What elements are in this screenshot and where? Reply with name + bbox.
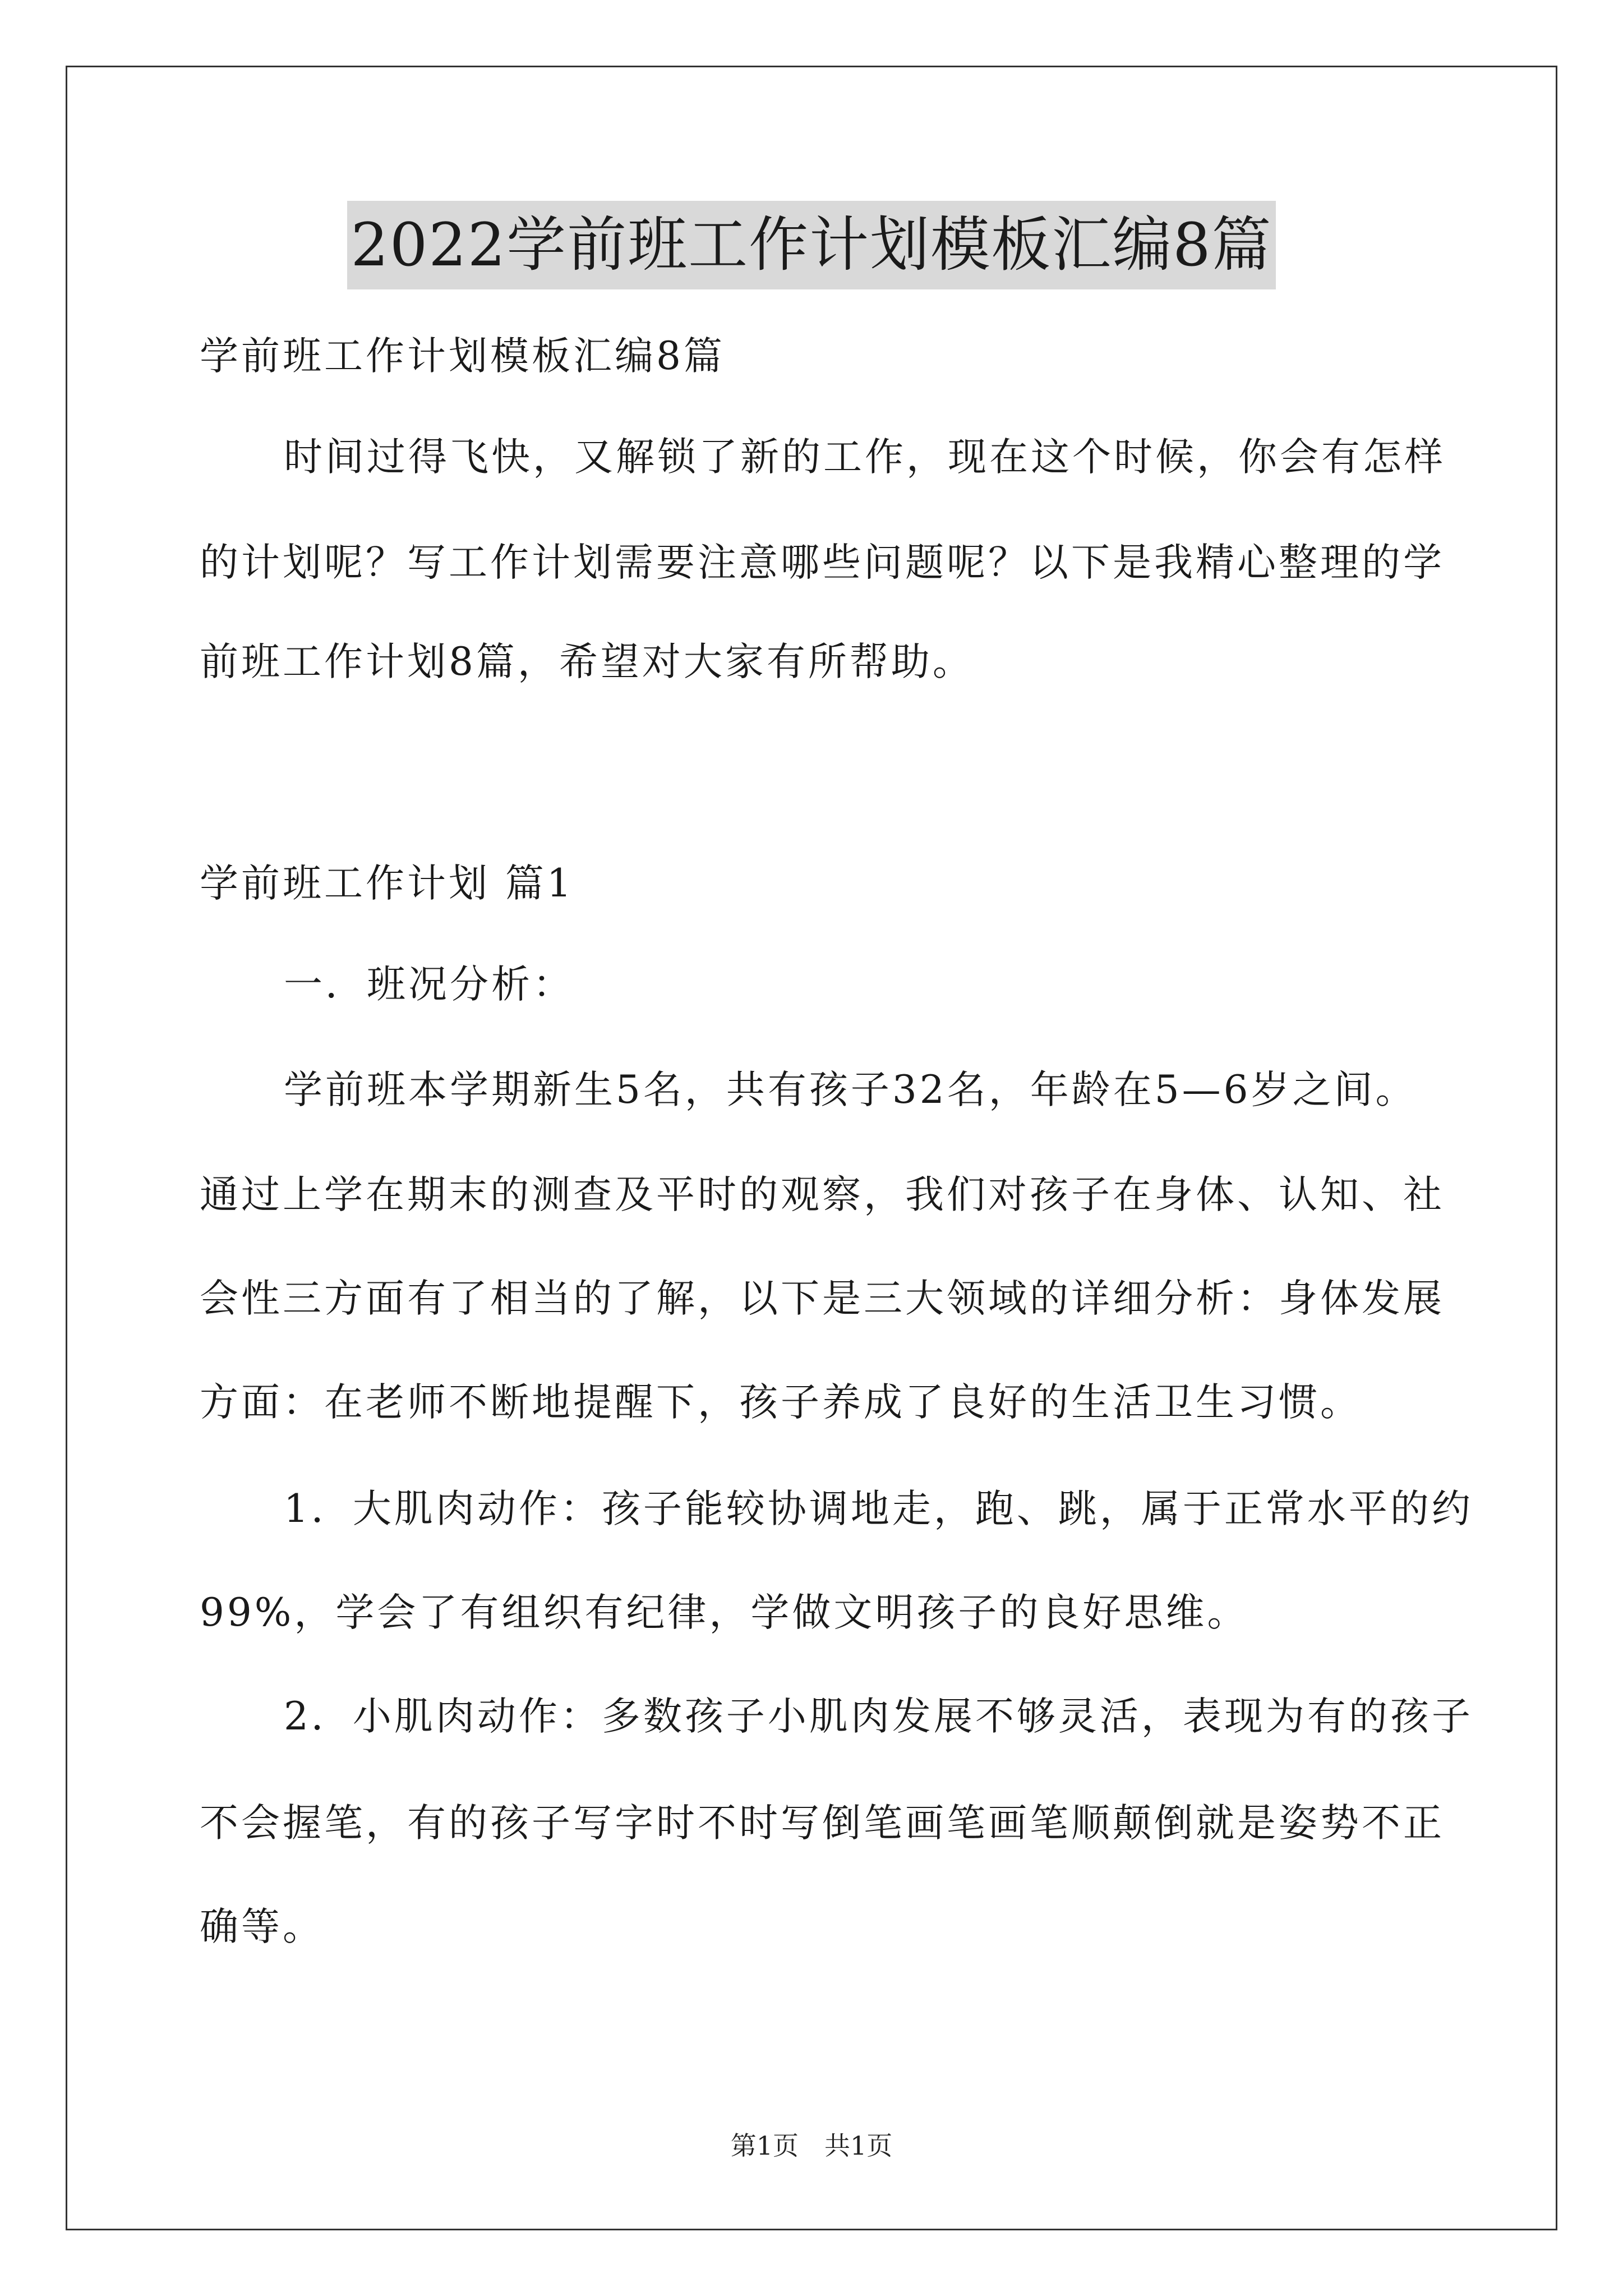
paragraph-line: 方面：在老师不断地提醒下，孩子养成了良好的生活卫生习惯。 — [200, 1380, 1362, 1425]
intro-line-1: 时间过得飞快，又解锁了新的工作，现在这个时候，你会有怎样 — [284, 435, 1446, 480]
list-item-2-line-2: 不会握笔，有的孩子写字时不时写倒笔画笔画笔顺颠倒就是姿势不正 — [200, 1801, 1445, 1846]
list-item-1-line-1: 1．大肌肉动作：孩子能较协调地走，跑、跳，属于正常水平的约 — [284, 1487, 1473, 1531]
paragraph-line: 会性三方面有了相当的了解，以下是三大领域的详细分析：身体发展 — [200, 1276, 1445, 1321]
list-item-1-line-2: 99%，学会了有组织有纪律，学做文明孩子的良好思维。 — [200, 1590, 1249, 1635]
list-item-2-line-3: 确等。 — [200, 1904, 324, 1949]
paragraph-line: 学前班本学期新生5名，共有孩子32名，年龄在5—6岁之间。 — [284, 1068, 1417, 1112]
title-container — [0, 201, 1623, 289]
intro-line-3: 前班工作计划8篇，希望对大家有所帮助。 — [200, 639, 974, 684]
document-title: 2022学前班工作计划模板汇编8篇 — [347, 201, 1275, 289]
list-item-2-line-1: 2．小肌肉动作：多数孩子小肌肉发展不够灵活，表现为有的孩子 — [284, 1694, 1473, 1739]
section-heading: 学前班工作计划 篇1 — [200, 861, 574, 906]
subsection-heading: 一．班况分析： — [284, 962, 574, 1007]
paragraph-line: 通过上学在期末的测查及平时的观察，我们对孩子在身体、认知、社 — [200, 1172, 1445, 1217]
page-number-footer: 第1页 共1页 — [730, 2131, 893, 2161]
intro-line-2: 的计划呢？写工作计划需要注意哪些问题呢？以下是我精心整理的学 — [200, 540, 1445, 585]
subtitle-line: 学前班工作计划模板汇编8篇 — [200, 334, 725, 379]
